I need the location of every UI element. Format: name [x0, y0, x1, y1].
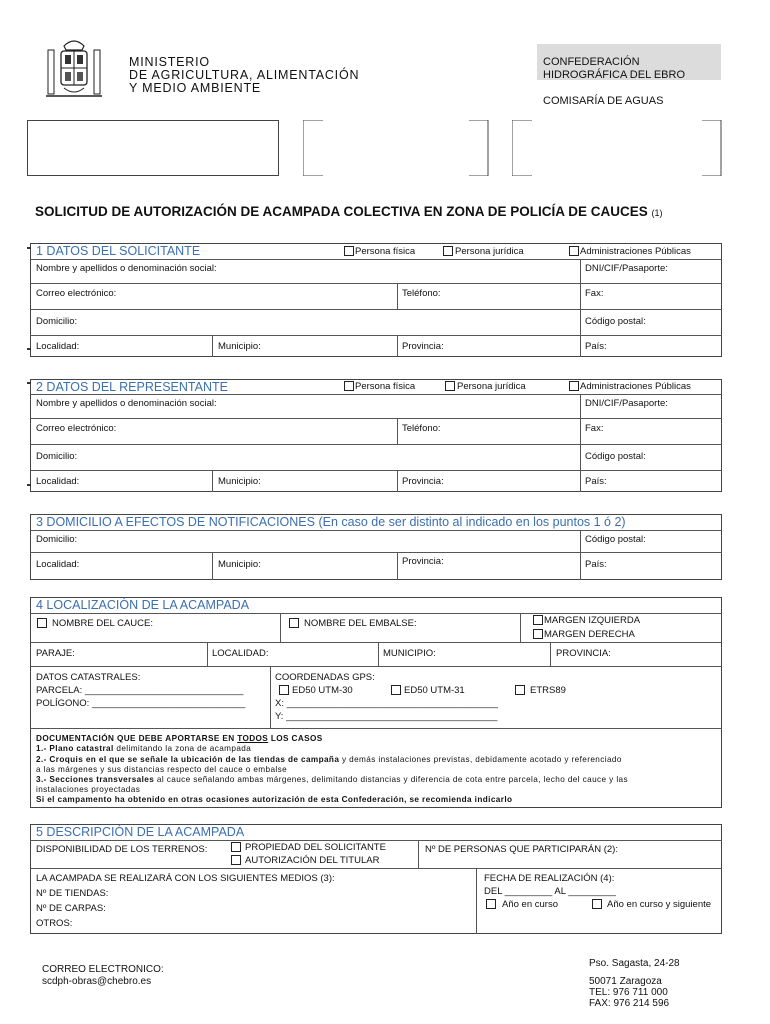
section-2-title: 2 DATOS DEL REPRESENTANTE [36, 380, 228, 394]
correo-label-1: Correo electrónico: [36, 288, 117, 299]
footer-tel: TEL: 976 711 000 [589, 987, 668, 998]
domicilio-label-2: Domicilio: [36, 451, 78, 462]
pais-label-3: País: [585, 559, 607, 570]
provincia-label-3: Provincia: [402, 556, 444, 567]
form-title-note: (1) [651, 208, 663, 218]
registry-stamp-box [27, 120, 279, 176]
provincia-label-2: Provincia: [402, 476, 444, 487]
disponibilidad-label: DISPONIBILIDAD DE LOS TERRENOS: [36, 844, 208, 855]
correo-label-2: Correo electrónico: [36, 423, 117, 434]
localidad-label-3: Localidad: [36, 559, 80, 570]
registry-corners-1 [303, 120, 489, 176]
ed50-utm30-checkbox[interactable] [279, 685, 289, 695]
nombre-label-2: Nombre y apellidos o denominación social: [36, 398, 217, 409]
carpas-label: Nº DE CARPAS: [36, 903, 106, 914]
municipio-label-1: Municipio: [218, 341, 261, 352]
etrs89-label: ETRS89 [530, 685, 566, 696]
dni-label-2: DNI/CIF/Pasaporte: [585, 398, 668, 409]
confederacion-line-2: HIDROGRÁFICA DEL EBRO [543, 68, 686, 81]
persona-fisica-checkbox-1[interactable] [344, 246, 354, 256]
persona-juridica-checkbox-2[interactable] [445, 381, 455, 391]
administraciones-label-2: Administraciones Públicas [580, 381, 691, 392]
registry-corners-2 [512, 120, 722, 176]
cauce-checkbox[interactable] [37, 618, 47, 628]
pais-label-2: País: [585, 476, 607, 487]
tiendas-label: Nº DE TIENDAS: [36, 888, 109, 899]
persona-juridica-label-1: Persona jurídica [455, 246, 524, 257]
domicilio-label-3: Domicilio: [36, 534, 78, 545]
fecha-label: FECHA DE REALIZACIÓN (4): [484, 873, 615, 884]
anio-siguiente-checkbox[interactable] [592, 899, 602, 909]
persona-juridica-label-2: Persona jurídica [457, 381, 526, 392]
ed50-utm30-label: ED50 UTM-30 [292, 685, 353, 696]
municipio-label-3: Municipio: [218, 559, 261, 570]
localidad-label-1: Localidad: [36, 341, 80, 352]
del-al-field[interactable]: DEL _________ AL _________ [484, 886, 616, 897]
persona-fisica-label-1: Persona física [355, 246, 416, 257]
section-1-title: 1 DATOS DEL SOLICITANTE [36, 244, 201, 258]
anio-siguiente-label: Año en curso y siguiente [607, 899, 712, 910]
cp-label-1: Código postal: [585, 316, 646, 327]
persona-fisica-label-2: Persona física [355, 381, 416, 392]
ministry-line-3: Y MEDIO AMBIENTE [129, 81, 262, 95]
cauce-label: NOMBRE DEL CAUCE: [52, 618, 153, 629]
doc-item-2: 2.- Croquis en el que se señale la ubicación de las tiendas de campaña y demás instalaciones previstas, debidamente acotado y referenciado [36, 755, 622, 764]
comisaria: COMISARÍA DE AGUAS [543, 95, 664, 107]
coordenadas-label: COORDENADAS GPS: [275, 672, 375, 683]
embalse-checkbox[interactable] [289, 618, 299, 628]
propiedad-label: PROPIEDAD DEL SOLICITANTE [245, 842, 386, 853]
doc-item-3-cont: instalaciones proyectadas [36, 785, 141, 794]
coat-of-arms-icon [44, 36, 104, 106]
paraje-label: PARAJE: [36, 648, 75, 659]
section-4-title: 4 LOCALIZACIÓN DE LA ACAMPADA [36, 598, 250, 612]
dni-label-1: DNI/CIF/Pasaporte: [585, 263, 668, 274]
ed50-utm31-checkbox[interactable] [391, 685, 401, 695]
footer-address-1: Pso. Sagasta, 24-28 [589, 958, 680, 969]
administraciones-checkbox-2[interactable] [569, 381, 579, 391]
margen-derecha-label: MARGEN DERECHA [544, 629, 635, 640]
autorizacion-checkbox[interactable] [231, 855, 241, 865]
margen-izquierda-label: MARGEN IZQUIERDA [544, 615, 641, 626]
anio-curso-checkbox[interactable] [486, 899, 496, 909]
embalse-label: NOMBRE DEL EMBALSE: [304, 618, 417, 629]
section-5-title: 5 DESCRIPCIÓN DE LA ACAMPADA [36, 825, 245, 839]
doc-item-2-cont: a las márgenes y sus distancias respecto del cauce o embalse [36, 765, 288, 774]
footer-fax: FAX: 976 214 596 [589, 998, 670, 1009]
cp-label-3: Código postal: [585, 534, 646, 545]
otros-label: OTROS: [36, 918, 73, 929]
provincia-label-1: Provincia: [402, 341, 444, 352]
nombre-label-1: Nombre y apellidos o denominación social: [36, 263, 217, 274]
persona-fisica-checkbox-2[interactable] [344, 381, 354, 391]
doc-note: Si el campamento ha obtenido en otras ocasiones autorización de esta Confederación, se recomienda indicarlo [36, 795, 513, 804]
fax-label-2: Fax: [585, 423, 604, 434]
propiedad-checkbox[interactable] [231, 842, 241, 852]
documentation-heading: DOCUMENTACIÓN QUE DEBE APORTARSE EN TODOS LOS CASOS [36, 734, 323, 743]
coord-x-field[interactable]: X: ________________________________________ [275, 698, 498, 709]
administraciones-label-1: Administraciones Públicas [580, 246, 691, 257]
etrs89-checkbox[interactable] [515, 685, 525, 695]
doc-item-1: 1.- Plano catastral delimitando la zona de acampada [36, 744, 252, 753]
cp-label-2: Código postal: [585, 451, 646, 462]
personas-label: Nº DE PERSONAS QUE PARTICIPARÁN (2): [425, 844, 618, 855]
confederacion-line-1: CONFEDERACIÓN [543, 56, 640, 68]
autorizacion-label: AUTORIZACIÓN DEL TITULAR [245, 855, 380, 866]
administraciones-checkbox-1[interactable] [569, 246, 579, 256]
footer-email-link[interactable]: scdph-obras@chebro.es [42, 976, 152, 987]
domicilio-label-1: Domicilio: [36, 316, 78, 327]
ministry-line-2: DE AGRICULTURA, ALIMENTACIÓN [129, 68, 360, 82]
localidad-label-2: Localidad: [36, 476, 80, 487]
pais-label-1: País: [585, 341, 607, 352]
margen-derecha-checkbox[interactable] [533, 629, 543, 639]
municipio-label-4: MUNICIPIO: [383, 648, 436, 659]
persona-juridica-checkbox-1[interactable] [443, 246, 453, 256]
doc-item-3: 3.- Secciones transversales al cauce señalando ambas márgenes, delimitando distancias y diferencia de cota entre parcela, lecho del cauce y las [36, 775, 628, 784]
provincia-label-4: PROVINCIA: [556, 648, 611, 659]
fax-label-1: Fax: [585, 288, 604, 299]
footer-address-2: 50071 Zaragoza [589, 976, 662, 987]
parcela-field[interactable]: PARCELA: ______________________________ [36, 685, 244, 696]
catastrales-label: DATOS CATASTRALES: [36, 672, 141, 683]
ministry-line-1: MINISTERIO [129, 55, 210, 69]
localidad-label-4: LOCALIDAD: [212, 648, 269, 659]
telefono-label-1: Teléfono: [402, 288, 441, 299]
footer-correo-label: CORREO ELECTRONICO: [42, 964, 164, 975]
section-2-box [30, 379, 722, 492]
medios-label: LA ACAMPADA SE REALIZARÁ CON LOS SIGUIENTES MEDIOS (3): [36, 873, 335, 884]
telefono-label-2: Teléfono: [402, 423, 441, 434]
margen-izquierda-checkbox[interactable] [533, 615, 543, 625]
coord-y-field[interactable]: Y: ________________________________________ [275, 711, 498, 722]
form-title: SOLICITUD DE AUTORIZACIÓN DE ACAMPADA COLECTIVA EN ZONA DE POLICÍA DE CAUCES [35, 204, 648, 219]
municipio-label-2: Municipio: [218, 476, 261, 487]
section-1-box [30, 243, 722, 357]
ed50-utm31-label: ED50 UTM-31 [404, 685, 465, 696]
section-3-title: 3 DOMICILIO A EFECTOS DE NOTIFICACIONES (En caso de ser distinto al indicado en los puntos 1 ó 2) [36, 515, 626, 529]
anio-curso-label: Año en curso [502, 899, 558, 910]
poligono-field[interactable]: POLÍGONO: _____________________________ [36, 698, 246, 709]
